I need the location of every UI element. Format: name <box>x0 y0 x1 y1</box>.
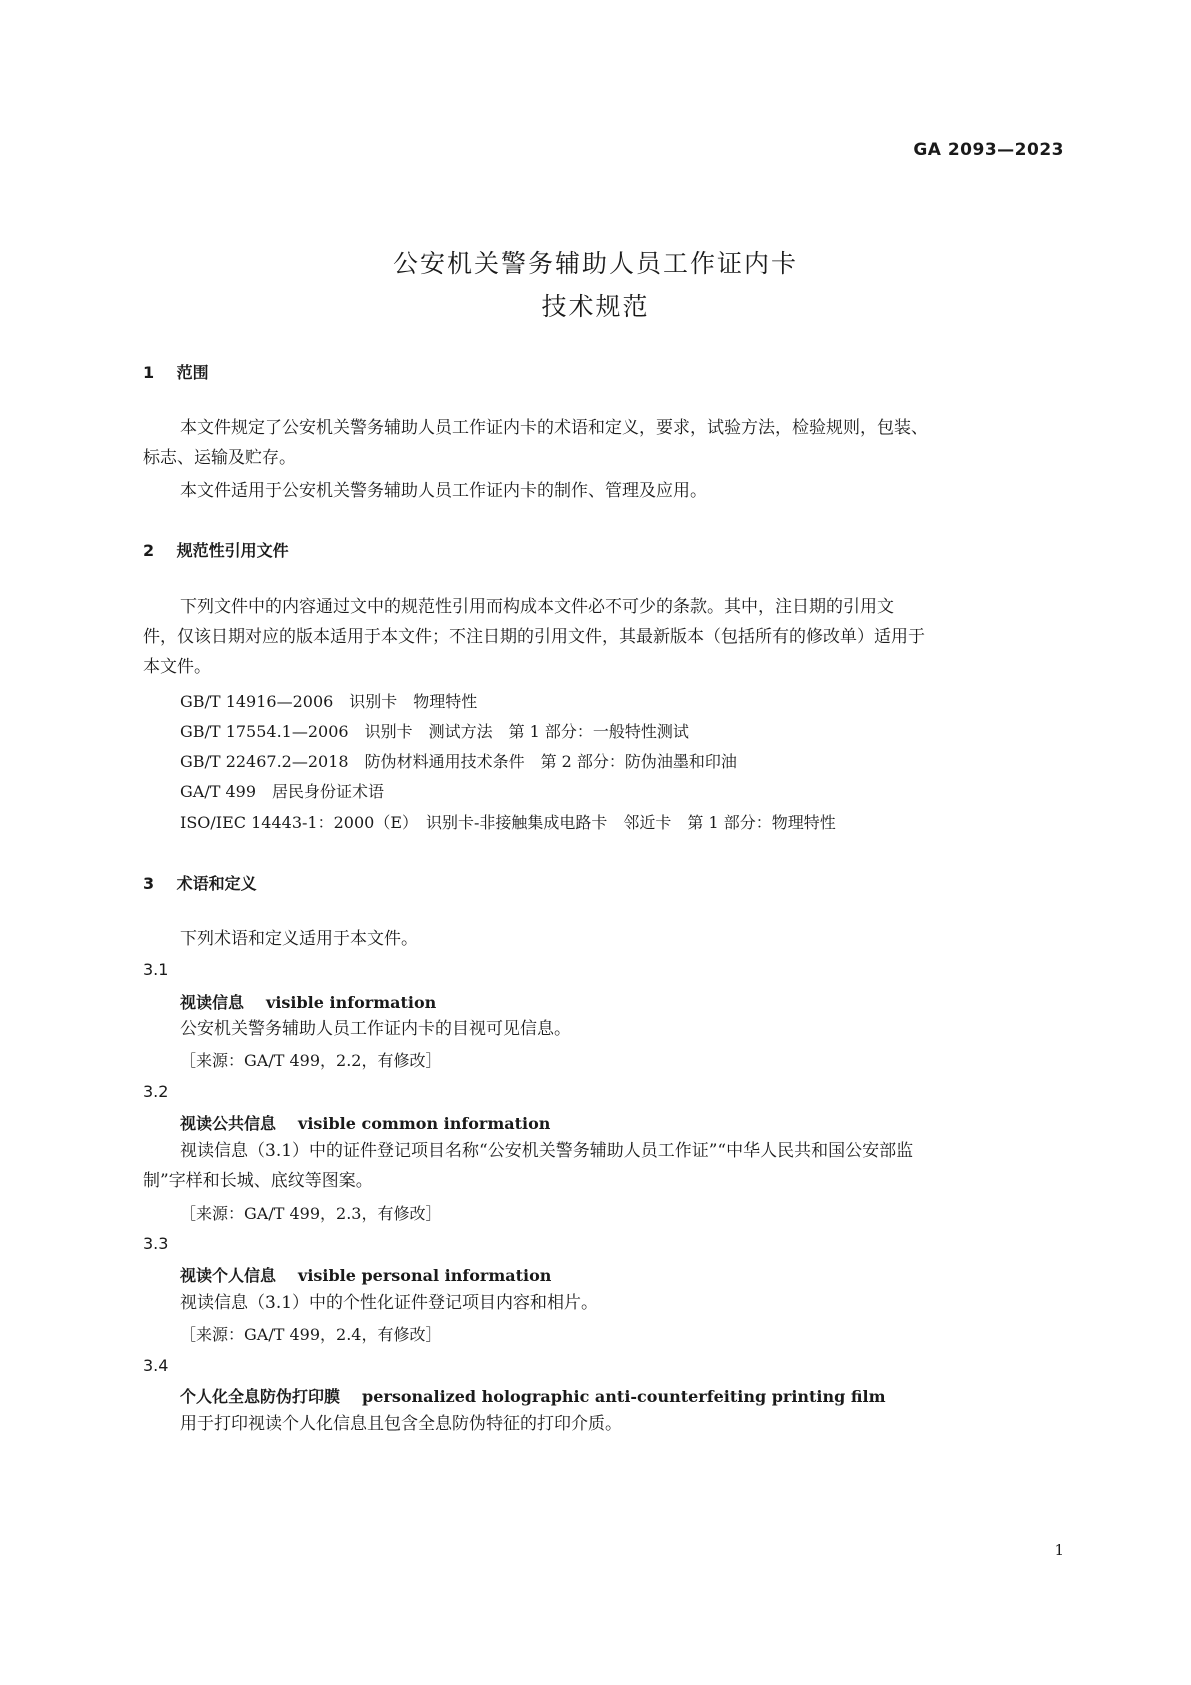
term-definition: 公安机关警务辅助人员工作证内卡的目视可见信息。 <box>180 1019 571 1039</box>
term-english: visible personal information <box>298 1266 552 1285</box>
term-heading <box>180 990 436 1013</box>
term-chinese: 个人化全息防伪打印膜 <box>180 1387 341 1406</box>
normative-intro-line: 本文件。 <box>143 657 211 677</box>
section-title: 范围 <box>176 363 209 382</box>
term-number: 3.1 <box>143 960 169 979</box>
term-definition-line: 视读信息（3.1）中的证件登记项目名称“公安机关警务辅助人员工作证”“中华人民共和国公安部监 <box>180 1141 914 1161</box>
term-definition-line: 制”字样和长城、底纹等图案。 <box>143 1171 373 1191</box>
term-source: ［来源：GA/T 499，2.3，有修改］ <box>180 1204 442 1223</box>
scope-paragraph: 本文件适用于公安机关警务辅助人员工作证内卡的制作、管理及应用。 <box>180 481 707 501</box>
term-definition: 用于打印视读个人化信息且包含全息防伪特征的打印介质。 <box>180 1414 622 1434</box>
term-english: visible information <box>266 993 437 1012</box>
term-heading <box>180 1263 551 1286</box>
reference-item: GA/T 499 居民身份证术语 <box>180 782 385 801</box>
term-heading <box>180 1384 886 1407</box>
normative-intro-line: 件，仅该日期对应的版本适用于本文件；不注日期的引用文件，其最新版本（包括所有的修改单）适用于 <box>143 627 925 647</box>
normative-intro-line: 下列文件中的内容通过文中的规范性引用而构成本文件必不可少的条款。其中，注日期的引用文 <box>180 597 894 617</box>
term-number: 3.2 <box>143 1082 169 1101</box>
term-heading <box>180 1111 550 1134</box>
terms-intro: 下列术语和定义适用于本文件。 <box>180 929 418 949</box>
section-heading-terms <box>143 871 257 894</box>
section-title: 规范性引用文件 <box>176 541 289 560</box>
reference-item: GB/T 22467.2—2018 防伪材料通用技术条件 第 2 部分：防伪油墨和印油 <box>180 752 737 771</box>
term-chinese: 视读信息 <box>180 993 245 1012</box>
section-heading-normative-references <box>143 538 289 561</box>
section-number: 2 <box>143 541 155 560</box>
term-number: 3.3 <box>143 1234 169 1253</box>
scope-paragraph-line: 标志、运输及贮存。 <box>143 448 296 468</box>
section-number: 1 <box>143 363 155 382</box>
document-code: GA 2093—2023 <box>913 140 1064 160</box>
section-heading-scope <box>143 360 209 383</box>
term-english: visible common information <box>298 1114 551 1133</box>
term-number: 3.4 <box>143 1356 169 1375</box>
document-title-line2: 技术规范 <box>541 292 650 321</box>
term-definition: 视读信息（3.1）中的个性化证件登记项目内容和相片。 <box>180 1293 599 1313</box>
section-title: 术语和定义 <box>176 874 257 893</box>
reference-item: ISO/IEC 14443-1：2000（E） 识别卡-非接触集成电路卡 邻近卡 第 1 部分：物理特性 <box>180 813 836 832</box>
page-number: 1 <box>1054 1541 1064 1559</box>
section-number: 3 <box>143 874 155 893</box>
term-chinese: 视读公共信息 <box>180 1114 277 1133</box>
term-english: personalized holographic anti-counterfeiting printing film <box>362 1387 886 1406</box>
scope-paragraph-line: 本文件规定了公安机关警务辅助人员工作证内卡的术语和定义，要求，试验方法，检验规则，包装、 <box>180 418 928 438</box>
term-source: ［来源：GA/T 499，2.4，有修改］ <box>180 1325 442 1344</box>
term-source: ［来源：GA/T 499，2.2，有修改］ <box>180 1051 442 1070</box>
reference-item: GB/T 14916—2006 识别卡 物理特性 <box>180 692 478 711</box>
reference-item: GB/T 17554.1—2006 识别卡 测试方法 第 1 部分：一般特性测试 <box>180 722 689 741</box>
document-title-line1: 公安机关警务辅助人员工作证内卡 <box>392 249 798 278</box>
term-chinese: 视读个人信息 <box>180 1266 277 1285</box>
